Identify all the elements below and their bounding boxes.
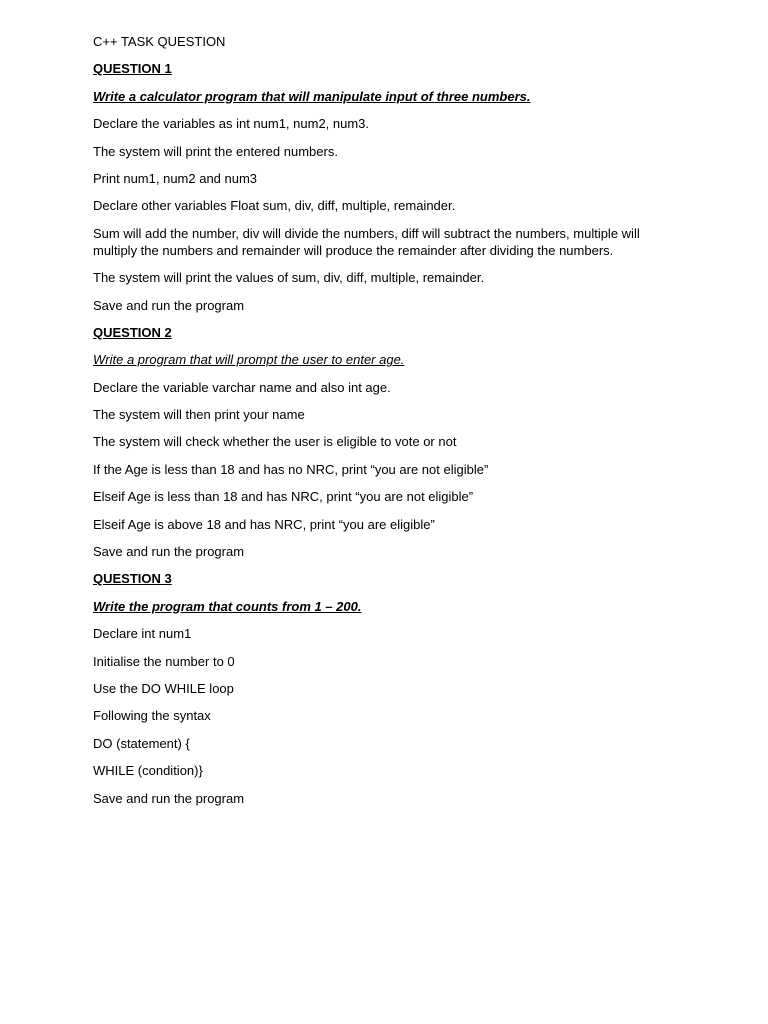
question-3-step: DO (statement) { [93,735,190,751]
question-1-step: Sum will add the number, div will divide the numbers, diff will subtract the numbers, multiple will multiply the numbers and remainder will produce the remainder after dividing the numbers. [93,225,640,258]
question-2-heading: QUESTION 2 [93,324,172,340]
question-3-step: Save and run the program [93,790,245,806]
question-3-step: Initialise the number to 0 [93,653,235,669]
document-body [93,33,673,817]
question-1-task: Write a calculator program that will manipulate input of three numbers. [93,88,531,104]
question-2-step: Save and run the program [93,544,245,560]
question-1-step: The system will print the entered numbers. [93,143,338,159]
question-2-step: The system will then print your name [93,407,305,423]
question-3-step: WHILE (condition)} [93,763,203,779]
question-3-step: Following the syntax [93,708,211,724]
question-3-task: Write the program that counts from 1 – 200. [93,598,362,614]
question-1-step: The system will print the values of sum, div, diff, multiple, remainder. [93,270,485,286]
question-3-heading: QUESTION 3 [93,571,172,587]
question-3-step: Declare int num1 [93,626,192,642]
question-2-step: Elseif Age is less than 18 and has NRC, print “you are not eligible” [93,489,474,505]
question-1-heading: QUESTION 1 [93,61,172,77]
question-3-step: Use the DO WHILE loop [93,680,234,696]
question-1-step: Declare other variables Float sum, div, diff, multiple, remainder. [93,198,456,214]
question-2-task: Write a program that will prompt the user to enter age. [93,352,405,368]
question-1-step: Print num1, num2 and num3 [93,170,258,186]
question-2-step: Elseif Age is above 18 and has NRC, print “you are eligible” [93,516,435,532]
document-title: C++ TASK QUESTION [93,34,226,49]
question-2-step: The system will check whether the user is eligible to vote or not [93,434,457,450]
question-2-step: Declare the variable varchar name and also int age. [93,379,391,395]
question-2-step: If the Age is less than 18 and has no NRC, print “you are not eligible” [93,461,489,477]
question-1-step: Declare the variables as int num1, num2, num3. [93,116,370,132]
question-1-step: Save and run the program [93,297,245,313]
